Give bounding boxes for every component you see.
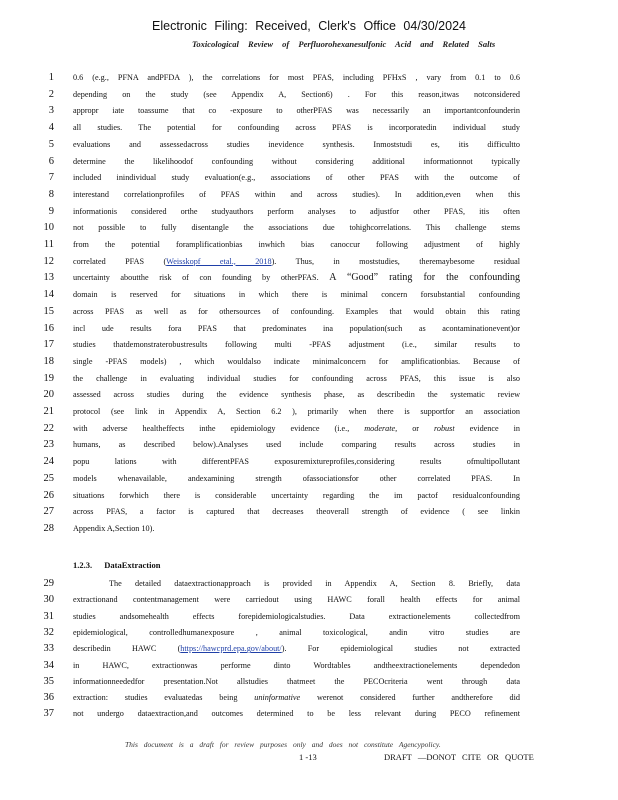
text-line bbox=[0, 271, 618, 284]
line-text: determine the likelihoodof confounding without considering additional informationnot typically bbox=[73, 156, 520, 166]
line-segment: uncertainty aboutthe risk of con founding by otherPFAS. bbox=[73, 273, 330, 283]
line-text: the challenge in evaluating individual studies for confounding across PFAS, this issue is also bbox=[73, 373, 520, 383]
text-line bbox=[0, 691, 618, 704]
citation-link[interactable]: https://hawcprd.epa.gov/about/ bbox=[180, 644, 282, 654]
section-title: DataExtraction bbox=[104, 560, 161, 570]
line-text: epidemiological, controlledhumanexposure , animal toxicological, andin vitro studies are bbox=[73, 627, 520, 637]
line-segment: werenot considered further andtherefore did bbox=[300, 693, 520, 703]
text-line bbox=[0, 505, 618, 518]
line-number: 25 bbox=[43, 472, 54, 484]
line-number: 19 bbox=[43, 372, 54, 384]
line-number: 32 bbox=[43, 626, 54, 638]
line-number: 6 bbox=[48, 155, 54, 167]
line-text: from the potential foramplificationbias inwhich bias canoccur following adjustment of highly bbox=[73, 240, 520, 249]
section-number: 1.2.3. bbox=[73, 560, 93, 570]
line-text: in HAWC, extractionwas performe dinto Wordtables andtheextractionelements dependedon bbox=[73, 660, 520, 670]
line-number: 16 bbox=[43, 322, 54, 334]
text-line bbox=[0, 155, 618, 168]
text-line bbox=[0, 642, 618, 655]
line-text bbox=[73, 271, 520, 284]
text-line bbox=[0, 593, 618, 606]
line-number: 22 bbox=[43, 422, 54, 434]
text-line bbox=[0, 388, 618, 401]
text-line bbox=[0, 305, 618, 318]
text-line bbox=[0, 322, 618, 335]
line-text: humans, as described below).Analyses used include comparing results across studies in bbox=[73, 440, 520, 450]
line-number: 4 bbox=[48, 122, 54, 134]
text-line bbox=[0, 188, 618, 201]
line-number: 35 bbox=[43, 675, 54, 687]
draft-label: DRAFT —DONOT CITE OR QUOTE bbox=[384, 752, 534, 762]
line-text: across PFAS, a factor is captured that decreases theoverall strength of evidence ( see linkin bbox=[73, 507, 520, 517]
italic-term: robust bbox=[433, 423, 455, 433]
line-segment: extraction: studies evaluatedas being bbox=[73, 693, 255, 703]
text-line bbox=[0, 338, 618, 351]
text-line bbox=[0, 489, 618, 502]
text-line bbox=[0, 522, 618, 535]
footer-disclaimer: This document is a draft for review purposes only and does not constitute Agencypolicy. bbox=[125, 740, 441, 749]
line-text: protocol (see link in Appendix A, Section 6.2 ), primarily when there is supportfor an association bbox=[73, 407, 520, 416]
line-number: 36 bbox=[43, 692, 54, 704]
citation-link[interactable]: Weisskopf etal., 2018 bbox=[166, 256, 272, 266]
text-line bbox=[0, 577, 618, 590]
line-number: 31 bbox=[43, 610, 54, 622]
line-number: 11 bbox=[43, 239, 54, 250]
emphasis-text: A “Good” rating for the confounding bbox=[329, 272, 520, 284]
line-number: 3 bbox=[48, 105, 54, 117]
text-line bbox=[0, 372, 618, 385]
line-number: 21 bbox=[43, 406, 54, 417]
line-text bbox=[73, 422, 520, 435]
line-text: Appendix A,Section 10). bbox=[73, 523, 155, 533]
text-line bbox=[0, 455, 618, 468]
line-text bbox=[73, 691, 520, 704]
text-line bbox=[0, 405, 618, 418]
line-segment: describedin HAWC ( bbox=[73, 644, 181, 654]
text-line bbox=[0, 171, 618, 184]
line-text: assessed across studies during the evidence synthesis phase, as describedin the systematic review bbox=[73, 390, 520, 400]
line-number: 34 bbox=[43, 659, 54, 671]
text-line bbox=[0, 238, 618, 251]
line-number: 26 bbox=[43, 489, 54, 501]
line-text: depending on the study (see Appendix A, Section6) . For this reason,itwas notconsidered bbox=[73, 89, 520, 99]
line-number: 10 bbox=[43, 222, 54, 234]
line-text: informationis considered orthe studyauthors perform analyses to adjustfor other PFAS, itis often bbox=[73, 206, 520, 216]
filing-stamp: Electronic Filing: Received, Clerk's Office 04/30/2024 bbox=[152, 19, 466, 33]
line-text: single -PFAS models) , which wouldalso indicate minimalconcern for amplificationbias. Because of bbox=[73, 356, 520, 366]
text-line bbox=[0, 675, 618, 688]
line-text: studies thatdemonstraterobustresults following multi -PFAS adjustment (i.e., similar results to bbox=[73, 340, 520, 350]
line-number: 14 bbox=[43, 289, 54, 301]
text-line bbox=[0, 472, 618, 485]
text-line bbox=[0, 626, 618, 639]
line-text bbox=[73, 642, 520, 655]
line-number: 37 bbox=[43, 708, 54, 720]
line-text: not possible to fully disentangle the associations due tohighcorrelations. This challenge stems bbox=[73, 223, 520, 233]
line-segment: evidence in bbox=[454, 423, 520, 433]
line-text: all studies. The potential for confounding across PFAS is incorporatedin individual study bbox=[73, 123, 520, 133]
text-line bbox=[0, 288, 618, 301]
line-number: 8 bbox=[48, 188, 54, 200]
line-segment: with adverse healtheffects inthe epidemiology evidence (i.e., bbox=[73, 423, 365, 433]
line-text: included inindividual study evaluation(e.g., associations of other PFAS with the outcome of bbox=[73, 173, 520, 183]
italic-term: moderate, bbox=[364, 423, 398, 433]
line-number: 5 bbox=[48, 138, 54, 150]
line-number: 18 bbox=[43, 355, 54, 367]
text-line bbox=[0, 104, 618, 117]
text-line bbox=[0, 121, 618, 134]
text-line bbox=[0, 659, 618, 672]
line-number: 1 bbox=[48, 72, 54, 83]
text-line bbox=[0, 88, 618, 101]
line-segment: ). For epidemiological studies not extracted bbox=[281, 644, 520, 654]
line-number: 12 bbox=[43, 255, 54, 267]
line-segment: correlated PFAS ( bbox=[73, 256, 167, 266]
running-head: Toxicological Review of Perfluorohexanesulfonic Acid and Related Salts bbox=[192, 39, 496, 49]
line-text: evaluations and assessedacross studies inevidence synthesis. Inmoststudi es, itis difficultto bbox=[73, 139, 520, 149]
line-number: 27 bbox=[43, 506, 54, 518]
text-line bbox=[0, 707, 618, 720]
text-line bbox=[0, 255, 618, 268]
line-segment: or bbox=[397, 423, 434, 433]
line-segment: ). Thus, in moststudies, theremaybesome residual bbox=[271, 256, 520, 266]
text-line bbox=[0, 355, 618, 368]
line-number: 23 bbox=[43, 439, 54, 451]
text-line bbox=[0, 438, 618, 451]
line-number: 17 bbox=[43, 339, 54, 351]
line-number: 24 bbox=[43, 456, 54, 468]
line-text: models whenavailable, andexamining strength ofassociationsfor other correlated PFAS. In bbox=[73, 473, 520, 483]
line-text: incl ude results fora PFAS that predominates ina population(such as acontaminationevent)or bbox=[73, 323, 520, 333]
line-text: situations forwhich there is considerable uncertainty regarding the im pactof residualconfounding bbox=[73, 490, 520, 500]
line-number: 20 bbox=[43, 389, 54, 401]
text-line bbox=[0, 205, 618, 218]
line-text: The detailed dataextractionapproach is provided in Appendix A, Section 8. Briefly, data bbox=[109, 579, 520, 588]
line-number: 29 bbox=[43, 578, 54, 589]
italic-term: uninformative bbox=[254, 693, 301, 703]
line-text: appropr iate toassume that co -exposure to otherPFAS was necessarily an importantconfounderin bbox=[73, 106, 520, 116]
line-text: studies andsomehealth effects forepidemiologicalstudies. Data extractionelements collectedfrom bbox=[73, 611, 520, 621]
line-text: popu lations with differentPFAS exposuremixtureprofiles,considering results ofmultipollutant bbox=[73, 457, 520, 467]
page-number: 1 -13 bbox=[299, 752, 317, 762]
line-text bbox=[73, 255, 520, 268]
text-line bbox=[0, 221, 618, 234]
line-number: 7 bbox=[48, 172, 54, 184]
text-line bbox=[0, 138, 618, 151]
line-number: 9 bbox=[48, 205, 54, 217]
line-text: extractionand contentmanagement were carriedout using HAWC forall health effects for animal bbox=[73, 595, 520, 605]
text-line bbox=[0, 422, 618, 435]
line-text: informationneededfor presentation.Not allstudies thatmeet the PECOcriteria went through data bbox=[73, 676, 520, 686]
line-text: 0.6 (e.g., PFNA andPFDA ), the correlations for most PFAS, including PFHxS , vary from 0.1 to 0.6 bbox=[73, 73, 520, 82]
line-number: 28 bbox=[43, 522, 54, 534]
line-number: 30 bbox=[43, 594, 54, 606]
line-text: domain is reserved for situations in which there is minimal concern forsubstantial confounding bbox=[73, 290, 520, 300]
line-text: interestand correlationprofiles of PFAS within and across studies). In addition,even when this bbox=[73, 189, 520, 199]
line-text: not undergo dataextraction,and outcomes determined to be less relevant during PECO refinement bbox=[73, 709, 520, 719]
line-number: 33 bbox=[43, 643, 54, 655]
line-number: 13 bbox=[43, 272, 54, 284]
text-line bbox=[0, 610, 618, 623]
line-number: 2 bbox=[48, 88, 54, 100]
line-number: 15 bbox=[43, 305, 54, 317]
section-heading bbox=[73, 560, 170, 570]
line-text: across PFAS as well as for othersources of confounding. Examples that would obtain this rating bbox=[73, 306, 520, 316]
text-line bbox=[0, 71, 618, 84]
